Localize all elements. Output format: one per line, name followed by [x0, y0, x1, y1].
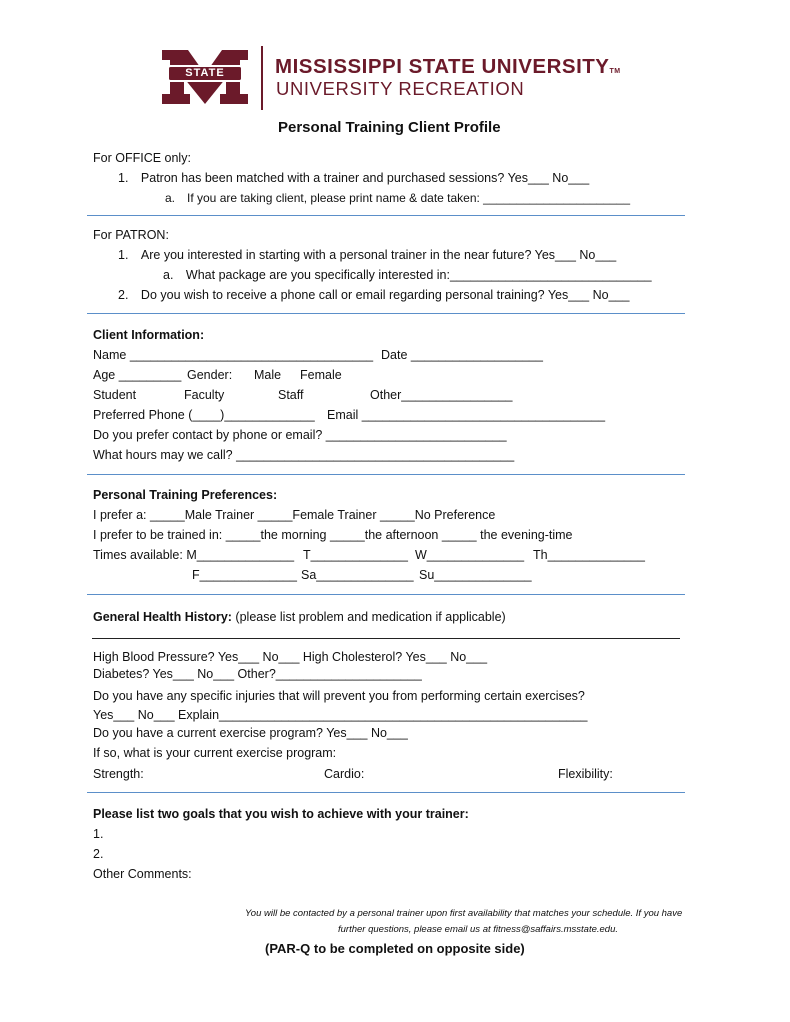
diabetes-field[interactable]: Diabetes? Yes___ No___ Other?_____________________	[93, 667, 422, 681]
goal-2-field[interactable]: 2.	[93, 847, 104, 861]
logo-badge-text: STATE	[185, 67, 225, 79]
injuries-question: Do you have any specific injuries that will prevent you from performing certain exercises?	[93, 689, 585, 703]
parq-note: (PAR-Q to be completed on opposite side)	[265, 941, 525, 956]
section-divider	[87, 594, 685, 595]
status-option-other[interactable]: Other________________	[370, 388, 513, 402]
email-field[interactable]: Email ___________________________________	[327, 408, 606, 422]
patron-question-2[interactable]: 2. Do you wish to receive a phone call or email regarding personal training? Yes___ No___	[118, 288, 630, 302]
availability-tuesday-field[interactable]: T______________	[303, 548, 408, 562]
section-divider	[87, 474, 685, 475]
trademark-symbol: TM	[609, 68, 621, 75]
flexibility-field[interactable]: Flexibility:	[558, 767, 613, 781]
status-option-staff[interactable]: Staff	[278, 388, 304, 402]
logo-divider	[261, 46, 263, 110]
cardio-field[interactable]: Cardio:	[324, 767, 365, 781]
university-name: MISSISSIPPI STATE UNIVERSITYTM	[275, 55, 621, 78]
patron-question-1[interactable]: 1. Are you interested in starting with a personal trainer in the near future? Yes___ No___	[118, 248, 617, 262]
office-question-1[interactable]: 1. Patron has been matched with a trainer and purchased sessions? Yes___ No___	[118, 171, 590, 185]
injuries-answer-field[interactable]: Yes___ No___ Explain_____________________________________________________	[93, 708, 588, 722]
availability-monday-field[interactable]: Times available: M______________	[93, 548, 295, 562]
availability-saturday-field[interactable]: Sa______________	[301, 568, 414, 582]
strength-field[interactable]: Strength:	[93, 767, 144, 781]
time-preference-field[interactable]: I prefer to be trained in: _____the morning _____the afternoon _____ the evening-time	[93, 528, 573, 542]
preferences-heading: Personal Training Preferences:	[93, 488, 278, 502]
exercise-program-question: If so, what is your current exercise program:	[93, 746, 337, 760]
availability-sunday-field[interactable]: Su______________	[419, 568, 532, 582]
form-title: Personal Training Client Profile	[278, 119, 501, 136]
department-name: UNIVERSITY RECREATION	[276, 78, 525, 99]
patron-question-1a[interactable]: a. What package are you specifically interested in:_____________________________	[163, 268, 652, 282]
footer-note-line-1: You will be contacted by a personal trainer upon first availability that matches your schedule. If you have	[245, 908, 683, 919]
goal-1-field[interactable]: 1.	[93, 827, 104, 841]
availability-wednesday-field[interactable]: W______________	[415, 548, 525, 562]
health-answer-line[interactable]	[92, 638, 680, 639]
gender-option-female[interactable]: Female	[300, 368, 342, 382]
footer-note-line-2: further questions, please email us at fitness@saffairs.msstate.edu.	[338, 924, 618, 935]
name-field[interactable]: Name ___________________________________	[93, 348, 374, 362]
blood-pressure-cholesterol-field[interactable]: High Blood Pressure? Yes___ No___ High Cholesterol? Yes___ No___	[93, 650, 488, 664]
section-divider	[87, 313, 685, 314]
availability-friday-field[interactable]: F______________	[192, 568, 297, 582]
goals-heading: Please list two goals that you wish to achieve with your trainer:	[93, 807, 469, 821]
patron-heading: For PATRON:	[93, 228, 169, 242]
office-heading: For OFFICE only:	[93, 151, 191, 165]
gender-option-male[interactable]: Male	[254, 368, 282, 382]
phone-field[interactable]: Preferred Phone (____)_____________	[93, 408, 315, 422]
trainer-preference-field[interactable]: I prefer a: _____Male Trainer _____Female Trainer _____No Preference	[93, 508, 496, 522]
age-field[interactable]: Age _________	[93, 368, 182, 382]
date-field[interactable]: Date ___________________	[381, 348, 543, 362]
availability-thursday-field[interactable]: Th______________	[533, 548, 645, 562]
status-option-faculty[interactable]: Faculty	[184, 388, 225, 402]
section-divider	[87, 792, 685, 793]
status-option-student[interactable]: Student	[93, 388, 137, 402]
call-hours-field[interactable]: What hours may we call? ________________________________________	[93, 448, 515, 462]
health-heading-note: (please list problem and medication if applicable)	[235, 610, 506, 624]
client-info-heading: Client Information:	[93, 328, 205, 342]
university-logo	[160, 48, 250, 106]
exercise-program-field[interactable]: Do you have a current exercise program? Yes___ No___	[93, 726, 408, 740]
other-comments-field[interactable]: Other Comments:	[93, 867, 192, 881]
contact-preference-field[interactable]: Do you prefer contact by phone or email? __________________________	[93, 428, 507, 442]
health-heading: General Health History: (please list problem and medication if applicable)	[93, 610, 506, 624]
section-divider	[87, 215, 685, 216]
office-question-1a[interactable]: a. If you are taking client, please print name & date taken: ______________________	[165, 191, 631, 205]
gender-label: Gender:	[187, 368, 233, 382]
